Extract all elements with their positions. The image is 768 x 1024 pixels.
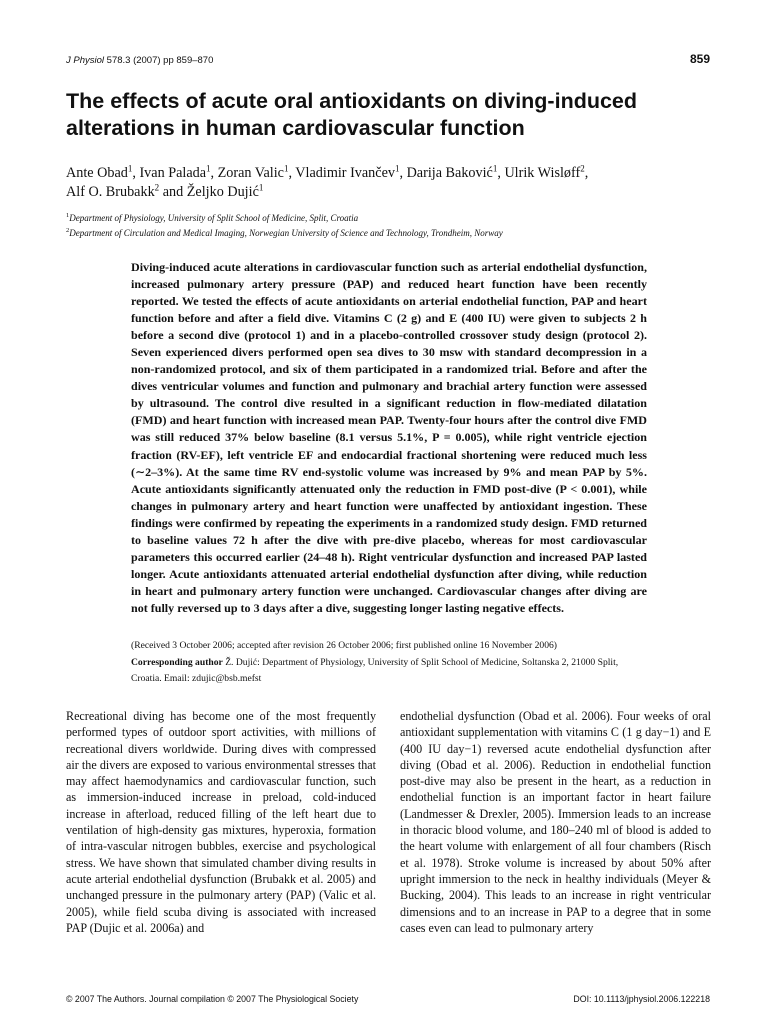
author-name: Ivan Palada (139, 165, 207, 181)
author-separator: and (159, 184, 187, 200)
abstract: Diving-induced acute alterations in cardiovascular function such as arterial endothelial dysfunction, increased pulmonary artery pressure (PAP) and reduced heart function have been recently reported. We tested the effects of acute antioxidants on arterial endothelial function, PAP and heart function before and after a field dive. Vitamins C (2 g) and E (400 IU) were given to subjects 2 h before a second dive (protocol 1) and in a placebo-controlled crossover study design (protocol 2). Seven experienced divers performed open sea dives to 30 msw with standard decompression in a non-randomized protocol, and six of them participated in a randomized trial. Before and after the dives ventricular volumes and function and pulmonary and brachial artery function were assessed by ultrasound. The control dive resulted in a significant reduction in flow-mediated dilatation (FMD) and heart function with increased mean PAP. Twenty-four hours after the control dive FMD was still reduced 37% below baseline (8.1 versus 5.1%, P = 0.005), while right ventricle ejection fraction (RV-EF), left ventricle EF and endocardial fractional shortening were reduced much less (∼2–3%). At the same time RV end-systolic volume was increased by 9% and mean PAP by 5%. Acute antioxidants significantly attenuated only the reduction in FMD post-dive (P < 0.001), while changes in pulmonary artery and heart function were unaffected by antioxidant ingestion. These findings were confirmed by repeating the experiments in a randomized study design. FMD returned to baseline values 72 h after the dive with pre-dive placebo, whereas for most cardiovascular parameters this occurred earlier (24–48 h). Right ventricular dysfunction and increased PAP lasted longer. Acute antioxidants attenuated arterial endothelial dysfunction after diving, while reduction in heart and pulmonary artery function were unchanged. Cardiovascular changes after diving are not fully reversed up to 3 days after a dive, suggesting longer lasting negative effects. (131, 260, 647, 615)
author-name: Darija Baković (406, 165, 493, 181)
corresponding-author-details: Ž. Dujić: Department of Physiology, University of Split School of Medicine, Soltanska 2, 21000 Split, Croatia. Email: zdujic@bsb.mefst (131, 657, 619, 684)
author-name: Vladimir Ivančev (295, 165, 395, 181)
journal-name: J Physiol (66, 55, 105, 66)
author-separator: , (288, 165, 296, 181)
author-separator: , (132, 165, 140, 181)
affiliations (66, 211, 706, 241)
running-header (66, 52, 710, 66)
author-affiliation-marker: 1 (258, 182, 264, 193)
author-affiliation-marker: 1 (206, 163, 211, 174)
author-name: Ante Obad (66, 165, 128, 181)
author-separator: , (399, 165, 407, 181)
author-affiliation-marker: 1 (127, 163, 133, 174)
page-number: 859 (689, 52, 710, 66)
body-column-right: endothelial dysfunction (Obad et al. 2006). Four weeks of oral antioxidant supplementation with vitamins C (1 g day−1) and E (400 IU day−1) reversed acute endothelial dysfunction after diving (Obad et al. 2006). Reduction in endothelial function post-dive may also be present in the heart, as a reduction in endothelial function is an important factor in heart failure (Landmesser & Drexler, 2005). Immersion leads to an increase in thoracic blood volume, and 180–240 ml of blood is added to the heart volume with enlargement of all four chambers (Risch et al. 1978). Stroke volume is increased by about 50% after upright immersion to the neck in healthy individuals (Meyer & Bucking, 2004). This leads to an increase in right ventricular dimensions and to an increase in PAP to a degree that in some cases even can lead to pulmonary artery (400, 709, 711, 935)
corresponding-author-label: Corresponding author (131, 657, 223, 668)
author-affiliation-marker: 2 (580, 163, 585, 174)
body-column-left: Recreational diving has become one of the most frequently performed types of outdoor sport activities, with millions of recreational divers worldwide. During dives with compressed air the divers are exposed to various environmental stresses that may affect haemodynamics and cardiovascular function, such as immersion-induced increase in preload, cold-induced increase in afterload, reduced filling of the left heart due to ventilation of high-density gas mixtures, hyperoxia, formation of intra-vascular nitrogen bubbles, exercise and psychological stress. We have shown that simulated chamber diving results in acute arterial endothelial dysfunction (Brubakk et al. 2005) and unchanged pressure in the pulmonary artery (PAP) (Valic et al. 2005), while field scuba diving is associated with increased PAP (Dujic et al. 2006a) and (66, 709, 376, 935)
received-dates: (Received 3 October 2006; accepted after revision 26 October 2006; first published online 16 November 2006) (131, 640, 557, 651)
author-separator: , (497, 165, 505, 181)
journal-volume: 578.3 (106, 55, 131, 66)
author-name: Alf O. Brubakk (66, 184, 155, 200)
copyright-notice: © 2007 The Authors. Journal compilation © 2007 The Physiological Society (66, 994, 359, 1004)
affiliation-line (66, 226, 706, 241)
author-separator: , (210, 165, 218, 181)
affiliation-text: Department of Physiology, University of Split School of Medicine, Split, Croatia (69, 213, 359, 223)
author-name: Ulrik Wisløff (504, 165, 581, 181)
author-list (66, 164, 706, 202)
author-separator: , (584, 165, 589, 181)
affiliation-text: Department of Circulation and Medical Imaging, Norwegian University of Science and Technology, Trondheim, Norway (69, 228, 503, 238)
article-title: The effects of acute oral antioxidants on diving-induced alterations in human cardiovascular function (66, 89, 638, 140)
journal-year-pages: (2007) pp 859–870 (133, 55, 214, 66)
affiliation-number: 1 (66, 212, 70, 219)
author-affiliation-marker: 1 (394, 163, 400, 174)
doi: DOI: 10.1113/jphysiol.2006.122218 (573, 994, 710, 1004)
affiliation-line (66, 211, 706, 226)
author-name: Željko Dujić (186, 184, 259, 200)
page-footer (66, 994, 710, 1004)
author-affiliation-marker: 2 (154, 182, 160, 193)
journal-reference (66, 55, 213, 66)
author-affiliation-marker: 1 (283, 163, 289, 174)
corresponding-author (131, 655, 647, 687)
author-affiliation-marker: 1 (492, 163, 498, 174)
affiliation-number: 2 (66, 227, 70, 234)
author-name: Zoran Valic (217, 165, 284, 181)
